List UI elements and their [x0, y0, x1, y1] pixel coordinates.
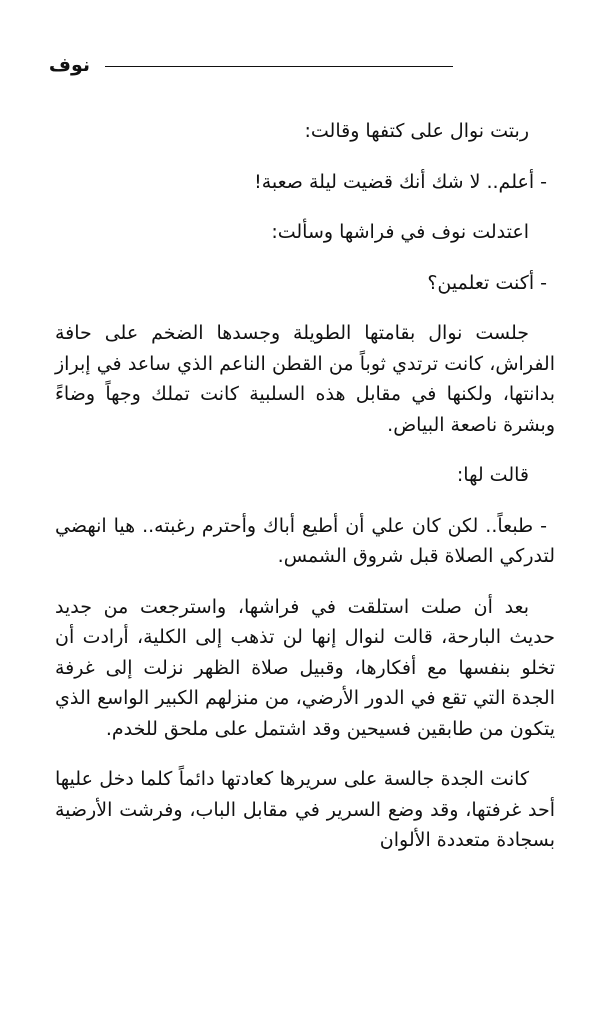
paragraph: كانت الجدة جالسة على سريرها كعادتها دائماً كلما دخل عليها أحد غرفتها، وقد وضع السرير في مقابل الباب، وفرشت الأرضية بسجادة متعددة الألوان [55, 768, 555, 851]
page-header [49, 52, 90, 78]
paragraph: ربتت نوال على كتفها وقالت: [304, 120, 529, 142]
paragraph: بعد أن صلت استلقت في فراشها، واسترجعت من جديد حديث البارحة، قالت لنوال إنها لن تذهب إلى الكلية، أرادت أن تخلو بنفسها مع أفكارها، وقبيل صلاة الظهر نزلت إلى غرفة الجدة التي تقع في الدور الأرضي، من منزلهم الكبير الواسع الذي يتكون من طابقين فسيحين وقد اشتمل على ملحق للخدم. [55, 595, 555, 740]
dialogue-line: - طبعاً.. لكن كان علي أن أطيع أباك وأحترم رغبته.. هيا انهضي لتدركي الصلاة قبل شروق الشمس. [55, 514, 555, 567]
paragraph: اعتدلت نوف في فراشها وسألت: [271, 221, 529, 243]
paragraph: قالت لها: [456, 464, 529, 486]
running-title: نوف [48, 54, 90, 76]
dialogue-line: - أعلم.. لا شك أنك قضيت ليلة صعبة! [254, 170, 547, 193]
paragraph: جلست نوال بقامتها الطويلة وجسدها الضخم على حافة الفراش، كانت ترتدي ثوباً من القطن الناعم الذي ساعد في إبراز بدانتها، ولكنها في مقابل هذه السلبية كانت تملك وجهاً وضاءً وبشرة ناصعة البياض. [55, 322, 555, 436]
body-text [55, 116, 555, 856]
header-rule [105, 66, 453, 67]
dialogue-line: - أكنت تعلمين؟ [427, 271, 547, 294]
